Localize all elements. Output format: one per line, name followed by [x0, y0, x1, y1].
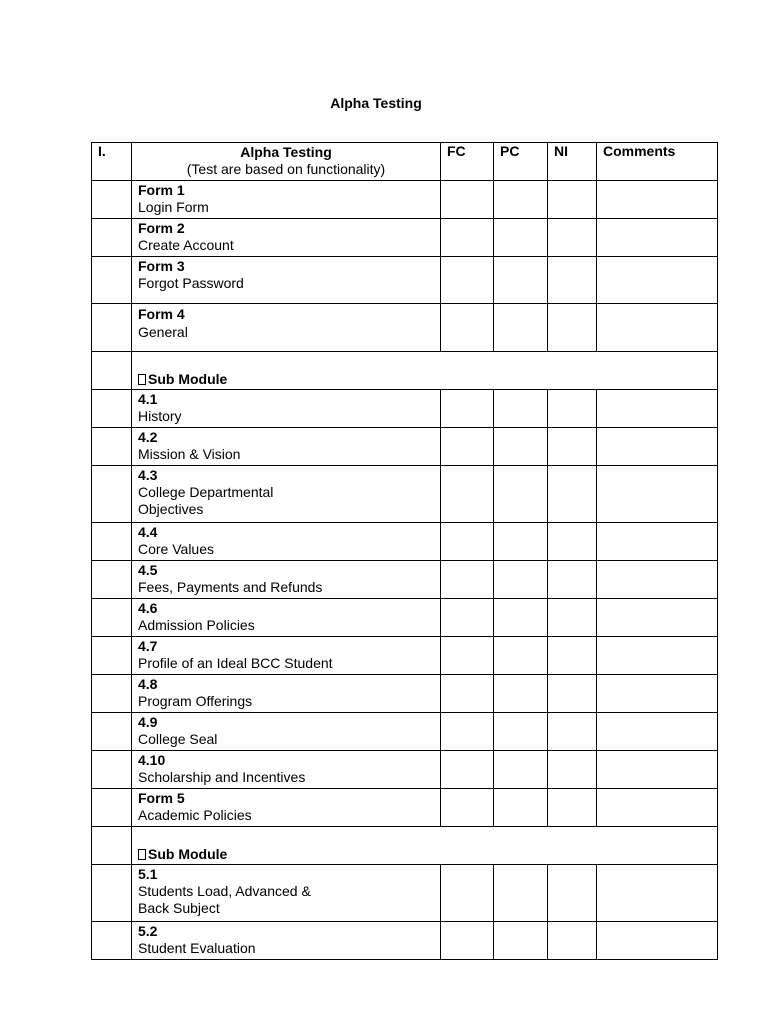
- pc-cell[interactable]: [494, 561, 548, 599]
- number-cell: [92, 713, 132, 751]
- ni-cell[interactable]: [548, 751, 597, 789]
- ni-cell[interactable]: [548, 789, 597, 827]
- ni-cell[interactable]: [548, 713, 597, 751]
- sub-module-label: Sub Module: [148, 371, 228, 387]
- sub-module-cell: [132, 352, 718, 390]
- fc-cell[interactable]: [441, 713, 494, 751]
- number-cell: [92, 751, 132, 789]
- bullet-icon: [138, 374, 146, 385]
- ni-cell[interactable]: [548, 257, 597, 304]
- comments-cell[interactable]: [597, 789, 718, 827]
- header-pc: PC: [494, 143, 548, 181]
- pc-cell[interactable]: [494, 789, 548, 827]
- pc-cell[interactable]: [494, 751, 548, 789]
- item-name: Login Form: [138, 199, 209, 215]
- fc-cell[interactable]: [441, 599, 494, 637]
- item-cell: [132, 304, 441, 352]
- table-row: [92, 561, 718, 599]
- item-cell: [132, 751, 441, 789]
- table-row: [92, 219, 718, 257]
- item-cell: [132, 523, 441, 561]
- number-cell: [92, 390, 132, 428]
- pc-cell[interactable]: [494, 257, 548, 304]
- item-cell: [132, 675, 441, 713]
- item-name: Mission & Vision: [138, 446, 241, 462]
- item-cell: [132, 599, 441, 637]
- fc-cell[interactable]: [441, 181, 494, 219]
- comments-cell[interactable]: [597, 181, 718, 219]
- header-comments: Comments: [597, 143, 718, 181]
- comments-cell[interactable]: [597, 428, 718, 466]
- table-row: [92, 599, 718, 637]
- comments-cell[interactable]: [597, 390, 718, 428]
- comments-cell[interactable]: [597, 257, 718, 304]
- item-cell: [132, 219, 441, 257]
- fc-cell[interactable]: [441, 675, 494, 713]
- comments-cell[interactable]: [597, 675, 718, 713]
- pc-cell[interactable]: [494, 675, 548, 713]
- number-cell: [92, 599, 132, 637]
- table-row: [92, 865, 718, 922]
- item-name: History: [138, 408, 182, 424]
- comments-cell[interactable]: [597, 304, 718, 352]
- number-cell: [92, 352, 132, 390]
- item-cell: [132, 637, 441, 675]
- fc-cell[interactable]: [441, 922, 494, 960]
- comments-cell[interactable]: [597, 865, 718, 922]
- ni-cell[interactable]: [548, 304, 597, 352]
- number-cell: [92, 428, 132, 466]
- item-cell: [132, 428, 441, 466]
- ni-cell[interactable]: [548, 922, 597, 960]
- item-cell: [132, 789, 441, 827]
- comments-cell[interactable]: [597, 523, 718, 561]
- fc-cell[interactable]: [441, 428, 494, 466]
- sub-module-cell: [132, 827, 718, 865]
- item-code: Form 2: [138, 220, 185, 236]
- ni-cell[interactable]: [548, 637, 597, 675]
- number-cell: [92, 181, 132, 219]
- item-name: Core Values: [138, 541, 215, 557]
- item-name: Student Evaluation: [138, 940, 256, 956]
- ni-cell[interactable]: [548, 428, 597, 466]
- header-ni: NI: [548, 143, 597, 181]
- item-cell: [132, 713, 441, 751]
- item-cell: [132, 390, 441, 428]
- fc-cell[interactable]: [441, 751, 494, 789]
- ni-cell[interactable]: [548, 675, 597, 713]
- item-name: College Departmental Objectives: [138, 484, 274, 517]
- header-item: [132, 143, 441, 181]
- ni-cell[interactable]: [548, 561, 597, 599]
- item-cell: [132, 922, 441, 960]
- fc-cell[interactable]: [441, 304, 494, 352]
- table-row: [92, 428, 718, 466]
- item-code: Form 4: [138, 306, 185, 322]
- item-name: Scholarship and Incentives: [138, 769, 306, 785]
- sub-module-row: [92, 352, 718, 390]
- item-name: College Seal: [138, 731, 218, 747]
- ni-cell[interactable]: [548, 466, 597, 523]
- item-cell: [132, 466, 441, 523]
- pc-cell[interactable]: [494, 523, 548, 561]
- table-row: [92, 466, 718, 523]
- fc-cell[interactable]: [441, 466, 494, 523]
- page-title: Alpha Testing: [330, 95, 422, 111]
- ni-cell[interactable]: [548, 181, 597, 219]
- pc-cell[interactable]: [494, 466, 548, 523]
- ni-cell[interactable]: [548, 219, 597, 257]
- ni-cell[interactable]: [548, 390, 597, 428]
- sub-module-row: [92, 827, 718, 865]
- ni-cell[interactable]: [548, 599, 597, 637]
- number-cell: [92, 922, 132, 960]
- item-code: 5.1: [138, 866, 158, 882]
- item-code: Form 3: [138, 258, 185, 274]
- table-row: [92, 523, 718, 561]
- fc-cell[interactable]: [441, 523, 494, 561]
- pc-cell[interactable]: [494, 390, 548, 428]
- comments-cell[interactable]: [597, 922, 718, 960]
- comments-cell[interactable]: [597, 466, 718, 523]
- table-row: [92, 751, 718, 789]
- table-row: [92, 181, 718, 219]
- item-code: 4.1: [138, 391, 158, 407]
- item-code: 4.2: [138, 429, 158, 445]
- number-cell: [92, 523, 132, 561]
- table-row: [92, 257, 718, 304]
- item-code: Form 1: [138, 182, 185, 198]
- item-code: 4.7: [138, 638, 158, 654]
- comments-cell[interactable]: [597, 219, 718, 257]
- item-cell: [132, 181, 441, 219]
- fc-cell[interactable]: [441, 219, 494, 257]
- pc-cell[interactable]: [494, 181, 548, 219]
- table-row: [92, 713, 718, 751]
- number-cell: [92, 257, 132, 304]
- table-row: [92, 390, 718, 428]
- fc-cell[interactable]: [441, 637, 494, 675]
- comments-cell[interactable]: [597, 637, 718, 675]
- header-number: I.: [92, 143, 132, 181]
- pc-cell[interactable]: [494, 637, 548, 675]
- fc-cell[interactable]: [441, 865, 494, 922]
- comments-cell[interactable]: [597, 599, 718, 637]
- item-code: 4.10: [138, 752, 166, 768]
- pc-cell[interactable]: [494, 219, 548, 257]
- fc-cell[interactable]: [441, 561, 494, 599]
- item-code: 4.9: [138, 714, 158, 730]
- header-item-subtitle: (Test are based on functionality): [186, 161, 386, 177]
- table-header-row: [92, 143, 718, 181]
- item-cell: [132, 865, 441, 922]
- item-code: 4.4: [138, 524, 158, 540]
- item-cell: [132, 257, 441, 304]
- item-code: 4.3: [138, 467, 158, 483]
- ni-cell[interactable]: [548, 523, 597, 561]
- item-code: 4.8: [138, 676, 158, 692]
- fc-cell[interactable]: [441, 390, 494, 428]
- item-name: Students Load, Advanced & Back Subject: [138, 883, 311, 916]
- item-name: Academic Policies: [138, 807, 252, 823]
- ni-cell[interactable]: [548, 865, 597, 922]
- number-cell: [92, 219, 132, 257]
- fc-cell[interactable]: [441, 257, 494, 304]
- header-fc: FC: [441, 143, 494, 181]
- sub-module-label: Sub Module: [148, 846, 228, 862]
- item-code: 4.6: [138, 600, 158, 616]
- number-cell: [92, 789, 132, 827]
- pc-cell[interactable]: [494, 922, 548, 960]
- item-name: General: [138, 324, 188, 340]
- number-cell: [92, 637, 132, 675]
- comments-cell[interactable]: [597, 713, 718, 751]
- item-name: Program Offerings: [138, 693, 253, 709]
- table-row: [92, 675, 718, 713]
- table-row: [92, 304, 718, 352]
- pc-cell[interactable]: [494, 865, 548, 922]
- item-name: Forgot Password: [138, 275, 244, 291]
- number-cell: [92, 865, 132, 922]
- header-item-title: Alpha Testing: [240, 144, 332, 160]
- pc-cell[interactable]: [494, 304, 548, 352]
- item-code: Form 5: [138, 790, 185, 806]
- item-cell: [132, 561, 441, 599]
- number-cell: [92, 827, 132, 865]
- bullet-icon: [138, 849, 146, 860]
- item-name: Create Account: [138, 237, 234, 253]
- table-row: [92, 637, 718, 675]
- item-name: Admission Policies: [138, 617, 255, 633]
- item-name: Profile of an Ideal BCC Student: [138, 655, 333, 671]
- pc-cell[interactable]: [494, 713, 548, 751]
- comments-cell[interactable]: [597, 751, 718, 789]
- alpha-testing-table: [91, 142, 718, 960]
- comments-cell[interactable]: [597, 561, 718, 599]
- table-row: [92, 922, 718, 960]
- item-name: Fees, Payments and Refunds: [138, 579, 323, 595]
- number-cell: [92, 466, 132, 523]
- fc-cell[interactable]: [441, 789, 494, 827]
- pc-cell[interactable]: [494, 428, 548, 466]
- number-cell: [92, 561, 132, 599]
- number-cell: [92, 675, 132, 713]
- number-cell: [92, 304, 132, 352]
- item-code: 4.5: [138, 562, 158, 578]
- item-code: 5.2: [138, 923, 158, 939]
- table-row: [92, 789, 718, 827]
- pc-cell[interactable]: [494, 599, 548, 637]
